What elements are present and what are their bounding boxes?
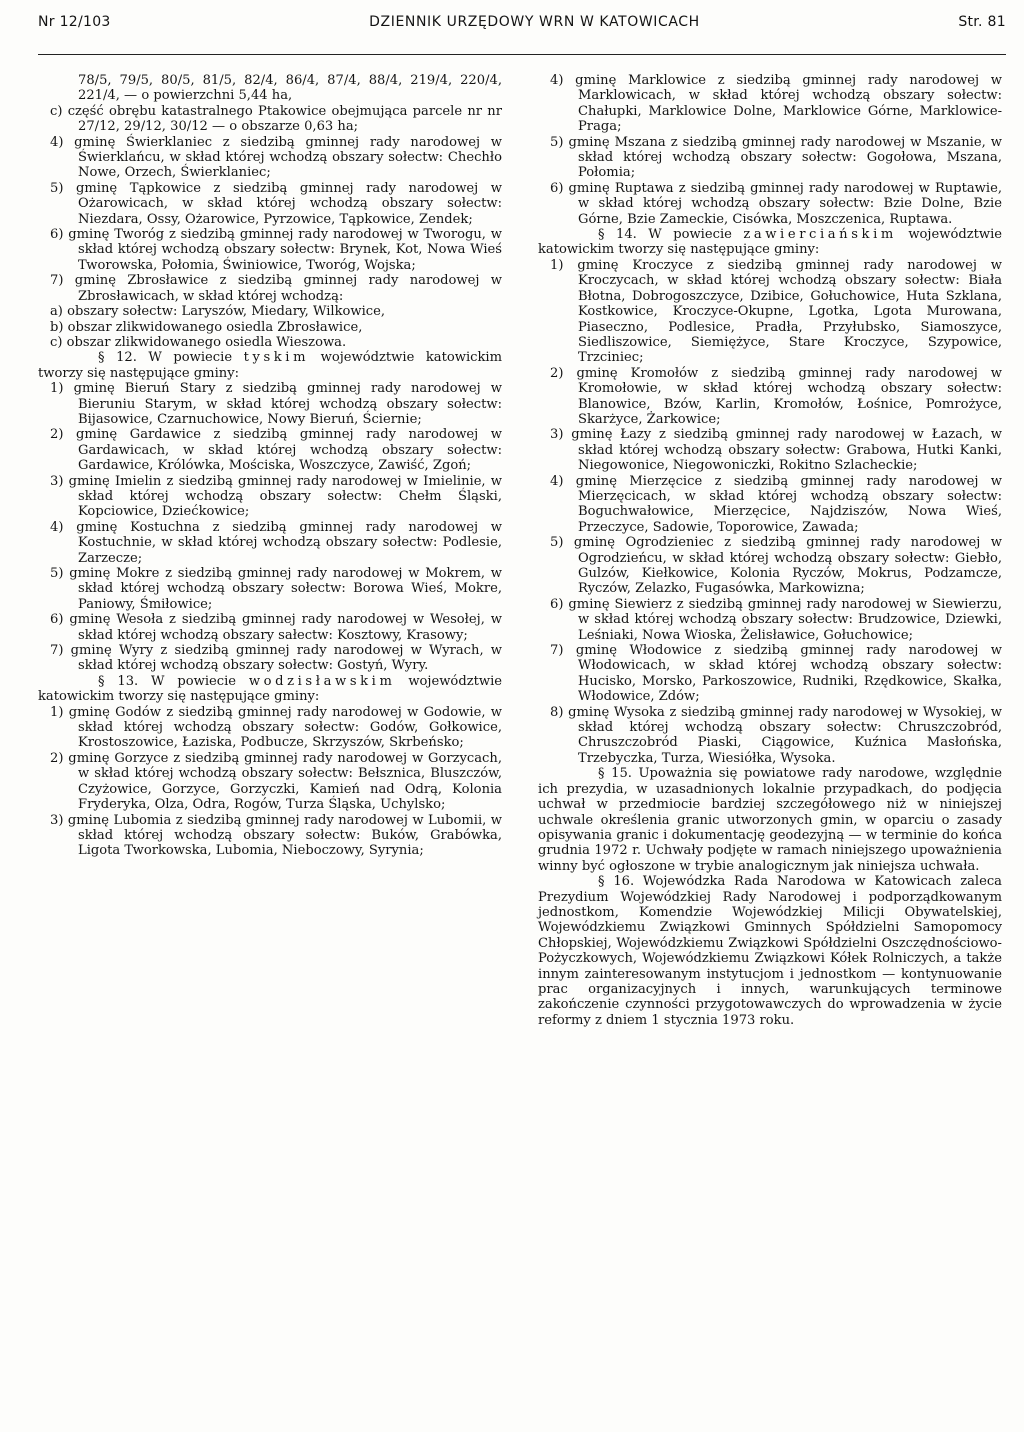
s13-item-4-marklowice: 4) gminę Marklowice z siedzibą gminnej rady narodowej w Marklowicach, w skład której wchodzą obszary sołectw: Chałupki, Marklowice Dolne, Marklowice Górne, Marklowice-Praga; (550, 73, 1002, 135)
header-rule (38, 54, 1006, 55)
section-12-heading: § 12. W powiecie tyskim województwie katowickim tworzy się następujące gminy: (38, 350, 502, 381)
s12-item-7: 7) gminę Wyry z siedzibą gminnej rady narodowej w Wyrach, w skład której wchodzą obszary sołectw: Gostyń, Wyry. (50, 643, 502, 674)
s14-item-8: 8) gminę Wysoka z siedzibą gminnej rady narodowej w Wysokiej, w skład której wchodzą obszary sołectw: Chruszczobród, Chruszczobród Piaski, Ciągowice, Kuźnica Masłońska, Trzebyczka, Turza, Wiesiółka, Wysoka. (550, 704, 1002, 766)
item-6-tworog: 6) gminę Tworóg z siedzibą gminnej rady narodowej w Tworogu, w skład której wchodzą obszary sołectw: Brynek, Kot, Nowa Wieś Tworowska, Połomia, Świniowice, Tworóg, Wojska; (50, 227, 502, 273)
item-c-ptakowice: c) część obrębu katastralnego Ptakowice obejmująca parcele nr nr 27/12, 29/12, 30/12 — o obszarze 0,63 ha; (50, 103, 502, 135)
section-16: § 16. Wojewódzka Rada Narodowa w Katowicach zaleca Prezydium Wojewódzkiej Rady Narodowej i podporządkowanym jednostkom, Komendzie Wojewódzkiej Milicji Obywatelskiej, Wojewódzkiemu Związkowi Gminnych Spółdzielni Samopomocy Chłopskiej, Wojewódzkiemu Związkowi Spółdzielni Oszczędnościowo-Pożyczkowych, Wojewódzkiemu Związkowi Kółek Rolniczych, a także innym zainteresowanym instytucjom i jednostkom — kontynuowanie prac organizacyjnych i innych, warunkujących terminowe zakończenie czynności przygotowawczych do wprowadzenia w życie reformy z dniem 1 stycznia 1973 roku. (538, 874, 1002, 1028)
item-5-tapkowice: 5) gminę Tąpkowice z siedzibą gminnej rady narodowej w Ożarowicach, w skład której wchodzą obszary sołectw: Niezdara, Ossy, Ożarowice, Pyrzowice, Tąpkowice, Zendek; (50, 180, 502, 227)
s14-item-5: 5) gminę Ogrodzieniec z siedzibą gminnej rady narodowej w Ogrodzieńcu, w skład której wchodzą obszary sołectw: Giebło, Gulzów, Kiełkowice, Kolonia Ryczów, Mokrus, Podzamcze, Ryczów, Zelazko, Fugasówka, Markowizna; (550, 535, 1002, 597)
left-column (38, 73, 502, 1028)
issue-number: Nr 12/103 (38, 14, 111, 30)
s12-item-5: 5) gminę Mokre z siedzibą gminnej rady narodowej w Mokrem, w skład której wchodzą obszary sołectw: Borowa Wieś, Mokre, Paniowy, Śmiłowice; (50, 566, 502, 612)
two-column-body (38, 73, 1006, 1028)
s12-item-1: 1) gminę Bieruń Stary z siedzibą gminnej rady narodowej w Bieruniu Starym, w skład której wchodzą obszary sołectw: Bijasowice, Czarnuchowice, Nowy Bieruń, Ściernie; (50, 381, 502, 427)
s13-item-2: 2) gminę Gorzyce z siedzibą gminnej rady narodowej w Gorzycach, w skład której wchodzą obszary sołectw: Bełsznica, Bluszczów, Czyżowice, Gorzyce, Gorzyczki, Kamień nad Odrą, Kolonia Fryderyka, Olza, Odra, Rogów, Turza Śląska, Uchylsko; (50, 750, 502, 813)
s12-item-3: 3) gminę Imielin z siedzibą gminnej rady narodowej w Imielinie, w skład której wchodzą obszary sołectw: Chełm Śląski, Kopciowice, Dziećkowice; (50, 473, 502, 520)
s14-item-2: 2) gminę Kromołów z siedzibą gminnej rady narodowej w Kromołowie, w skład której wchodzą obszary sołectw: Blanowice, Bzów, Karlin, Kromołów, Łośnice, Pomrożyce, Skarżyce, Żarkowice; (550, 365, 1002, 427)
s12-item-6: 6) gminę Wesoła z siedzibą gminnej rady narodowej w Wesołej, w skład której wchodzą obszary sałectw: Kosztowy, Krasowy; (50, 612, 502, 643)
s13-item-1: 1) gminę Godów z siedzibą gminnej rady narodowej w Godowie, w skład której wchodzą obszary sołectw: Godów, Gołkowice, Krostoszowice, Łaziska, Podbucze, Skrzyszów, Skrbeńsko; (50, 704, 502, 751)
section-14-heading: § 14. W powiecie zawierciańskim województwie katowickim tworzy się następujące gminy: (538, 227, 1003, 258)
s14-item-6: 6) gminę Siewierz z siedzibą gminnej rady narodowej w Siewierzu, w skład której wchodzą obszary sołectw: Brudzowice, Dziewki, Leśniaki, Nowa Wioska, Żelisławice, Gołuchowice; (550, 596, 1002, 643)
parcel-list-continuation: 78/5, 79/5, 80/5, 81/5, 82/4, 86/4, 87/4, 88/4, 219/4, 220/4, 221/4, — o powierzchni 5,44 ha, (78, 73, 502, 104)
s13-item-3: 3) gminę Lubomia z siedzibą gminnej rady narodowej w Lubomii, w skład której wchodzą obszary sołectw: Buków, Grabówka, Ligota Tworkowska, Lubomia, Nieboczowy, Syrynia; (50, 812, 502, 859)
s14-item-7: 7) gminę Włodowice z siedzibą gminnej rady narodowej w Włodowicach, w skład której wchodzą obszary sołectw: Hucisko, Morsko, Parkoszowice, Rudniki, Rzędkowice, Skałka, Włodowice, Zdów; (550, 643, 1002, 705)
item-7-zbroslawice: 7) gminę Zbrosławice z siedzibą gminnej rady narodowej w Zbrosławicach, w skład której wchodzą: (50, 273, 502, 304)
journal-title: DZIENNIK URZĘDOWY WRN W KATOWICACH (369, 14, 700, 30)
item-7b: b) obszar zlikwidowanego osiedla Zbrosławice, (50, 319, 363, 335)
right-column (538, 73, 1002, 1028)
page-number: Str. 81 (958, 14, 1006, 30)
s14-item-4: 4) gminę Mierzęcice z siedzibą gminnej rady narodowej w Mierzęcicach, w skład której wchodzą obszary sołectw: Boguchwałowice, Mierzęcice, Najdziszów, Nowa Wieś, Przeczyce, Sadowie, Toporowice, Zawada; (550, 473, 1002, 535)
s12-item-2: 2) gminę Gardawice z siedzibą gminnej rady narodowej w Gardawicach, w skład której wchodzą obszary sołectw: Gardawice, Królówka, Mościska, Woszczyce, Zawiść, Zgoń; (50, 427, 502, 474)
item-7c: c) obszar zlikwidowanego osiedla Wieszowa. (50, 334, 347, 350)
section-13-heading: § 13. W powiecie wodzisławskim województwie katowickim tworzy się następujące gminy: (38, 673, 503, 705)
page-header (38, 0, 1006, 40)
section-15: § 15. Upoważnia się powiatowe rady narodowe, względnie ich prezydia, w uzasadnionych lokalnie przypadkach, do podjęcia uchwał w przedmiocie bardziej szczegółowego niż w niniejszej uchwale określenia granic utworzonych gmin, w oparciu o zasady opisywania granic i dokumentację geodezyjną — w terminie do końca grudnia 1972 r. Uchwały podjęte w ramach niniejszego upoważnienia winny być ogłoszone w trybie analogicznym jak niniejsza uchwała. (538, 766, 1002, 874)
item-4-swierklaniec: 4) gminę Świerklaniec z siedzibą gminnej rady narodowej w Świerklańcu, w skład której wchodzą obszary sołectw: Chechło Nowe, Orzech, Świerklaniec; (50, 134, 502, 181)
s14-item-1: 1) gminę Kroczyce z siedzibą gminnej rady narodowej w Kroczycach, w skład której wchodzą obszary sołectw: Biała Błotna, Dobrogoszczyce, Dzibice, Gołuchowice, Huta Szklana, Kostkowice, Kroczyce-Okupne, Lgotka, Lgota Murowana, Piaseczno, Podlesice, Pradła, Przyłubsko, Siamoszyce, Siedliszowice, Siemiężyce, Stare Kroczyce, Szypowice, Trzciniec; (550, 257, 1002, 366)
item-7a: a) obszary sołectw: Laryszów, Miedary, Wilkowice, (50, 304, 386, 320)
s12-item-4: 4) gminę Kostuchna z siedzibą gminnej rady narodowej w Kostuchnie, w skład której wchodzą obszary sołectw: Podlesie, Zarzecze; (50, 519, 502, 566)
s13-item-6-ruptawa: 6) gminę Ruptawa z siedzibą gminnej rady narodowej w Ruptawie, w skład której wchodzą obszary sołectw: Bzie Dolne, Bzie Górne, Bzie Zameckie, Cisówka, Moszczenica, Ruptawa. (550, 180, 1002, 227)
s13-item-5-mszana: 5) gminę Mszana z siedzibą gminnej rady narodowej w Mszanie, w skład której wchodzą obszary sołectw: Gogołowa, Mszana, Połomia; (550, 134, 1002, 181)
s14-item-3: 3) gminę Łazy z siedzibą gminnej rady narodowej w Łazach, w skład której wchodzą obszary sołectw: Grabowa, Hutki Kanki, Niegowonice, Niegowoniczki, Rokitno Szlacheckie; (550, 427, 1002, 474)
